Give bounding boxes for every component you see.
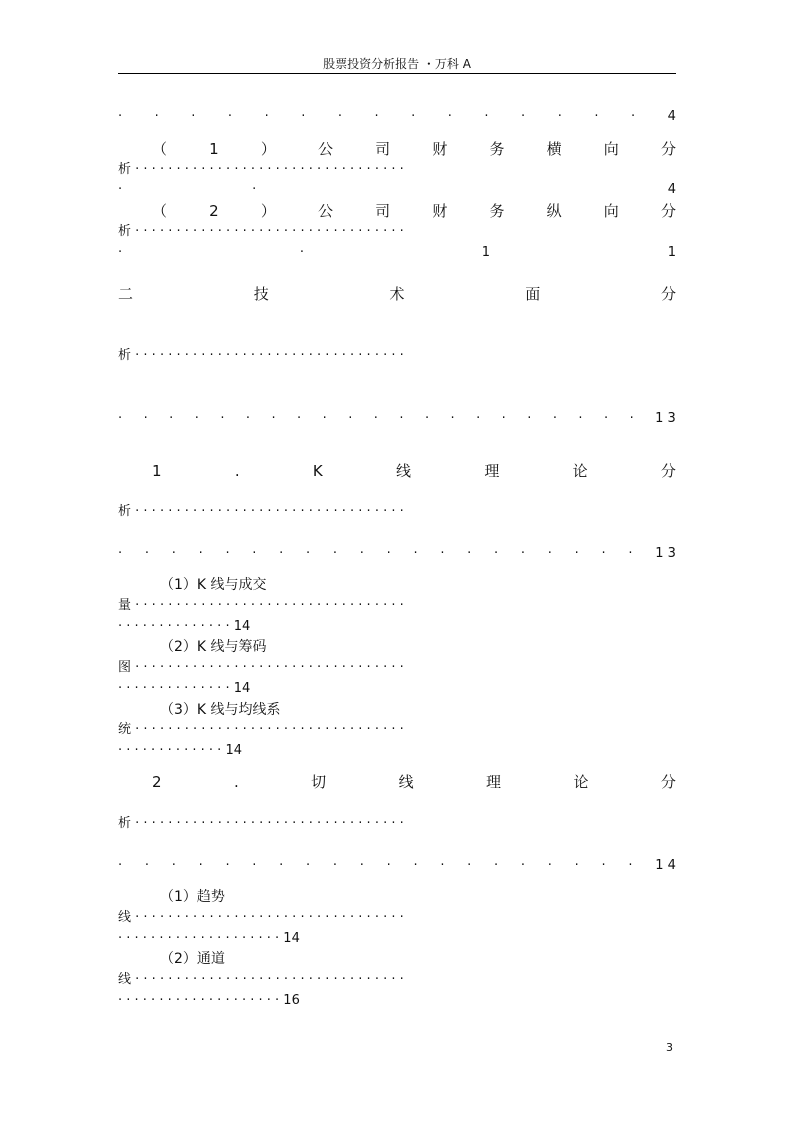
toc-page-row: · · 1 1 (118, 245, 676, 260)
toc-leader-line: 线 · · · · · · · · · · · · · · · · · · · · · · · · · · · · · · · · · (118, 972, 404, 987)
toc-leader-line: · · · · · · · · · · · · · · · · · · · · 14 (118, 931, 300, 946)
toc-leader-line: 图 · · · · · · · · · · · · · · · · · · · · · · · · · · · · · · · · · (118, 660, 404, 675)
toc-entry-vertical-analysis[interactable]: （ 2 ） 公 司 财 务 纵 向 分 (152, 202, 676, 220)
toc-page-row: · · · · · · · · · · · · · · · · · · · · · 1 3 (118, 411, 676, 426)
toc-leader-line: 析 · · · · · · · · · · · · · · · · · · · · · · · · · · · · · · · · · (118, 162, 404, 177)
toc-leader-line: · · · · · · · · · · · · · 14 (118, 743, 242, 758)
toc-dot-row: · · · · · · · · · · · · · · · 4 (118, 109, 676, 124)
toc-sub-trend-line[interactable]: （1）趋势 (160, 889, 225, 905)
header-rule (118, 73, 676, 74)
toc-page-row: · · 4 (118, 182, 676, 197)
page-number: 3 (666, 1041, 673, 1054)
toc-leader-line: 统 · · · · · · · · · · · · · · · · · · · · · · · · · · · · · · · · · (118, 722, 404, 737)
toc-leader-line: 析 · · · · · · · · · · · · · · · · · · · · · · · · · · · · · · · · · (118, 504, 404, 519)
toc-sub-kline-ma[interactable]: （3）K 线与均线系 (160, 702, 281, 718)
page-header: 股票投资分析报告 ・万科 A (323, 57, 471, 71)
toc-leader-line: 析 · · · · · · · · · · · · · · · · · · · · · · · · · · · · · · · · · (118, 224, 404, 239)
toc-page-number: 4 (667, 109, 676, 124)
toc-sub-channel-line[interactable]: （2）通道 (160, 951, 225, 967)
toc-sub-kline-chips[interactable]: （2）K 线与筹码 (160, 639, 267, 655)
toc-entry-technical-analysis[interactable]: 二 技 术 面 分 (118, 285, 676, 303)
toc-sub-kline-volume[interactable]: （1）K 线与成交 (160, 577, 267, 593)
toc-leader-line: · · · · · · · · · · · · · · · · · · · · 16 (118, 993, 300, 1008)
toc-leader-line: 析 · · · · · · · · · · · · · · · · · · · · · · · · · · · · · · · · · (118, 348, 404, 363)
toc-leader-line: 线 · · · · · · · · · · · · · · · · · · · · · · · · · · · · · · · · · (118, 910, 404, 925)
toc-leader-line: 析 · · · · · · · · · · · · · · · · · · · · · · · · · · · · · · · · · (118, 816, 404, 831)
toc-leader-line: · · · · · · · · · · · · · · 14 (118, 681, 251, 696)
toc-leader-line: 量 · · · · · · · · · · · · · · · · · · · · · · · · · · · · · · · · · (118, 598, 404, 613)
toc-page-row: · · · · · · · · · · · · · · · · · · · · 1 4 (118, 858, 676, 873)
toc-entry-tangent-theory[interactable]: 2 . 切 线 理 论 分 (152, 773, 676, 791)
toc-entry-horizontal-analysis[interactable]: （ 1 ） 公 司 财 务 横 向 分 (152, 140, 676, 158)
toc-leader-line: · · · · · · · · · · · · · · 14 (118, 619, 251, 634)
toc-entry-kline-theory[interactable]: 1 . K 线 理 论 分 (152, 462, 676, 480)
toc-page-row: · · · · · · · · · · · · · · · · · · · · 1 3 (118, 546, 676, 561)
